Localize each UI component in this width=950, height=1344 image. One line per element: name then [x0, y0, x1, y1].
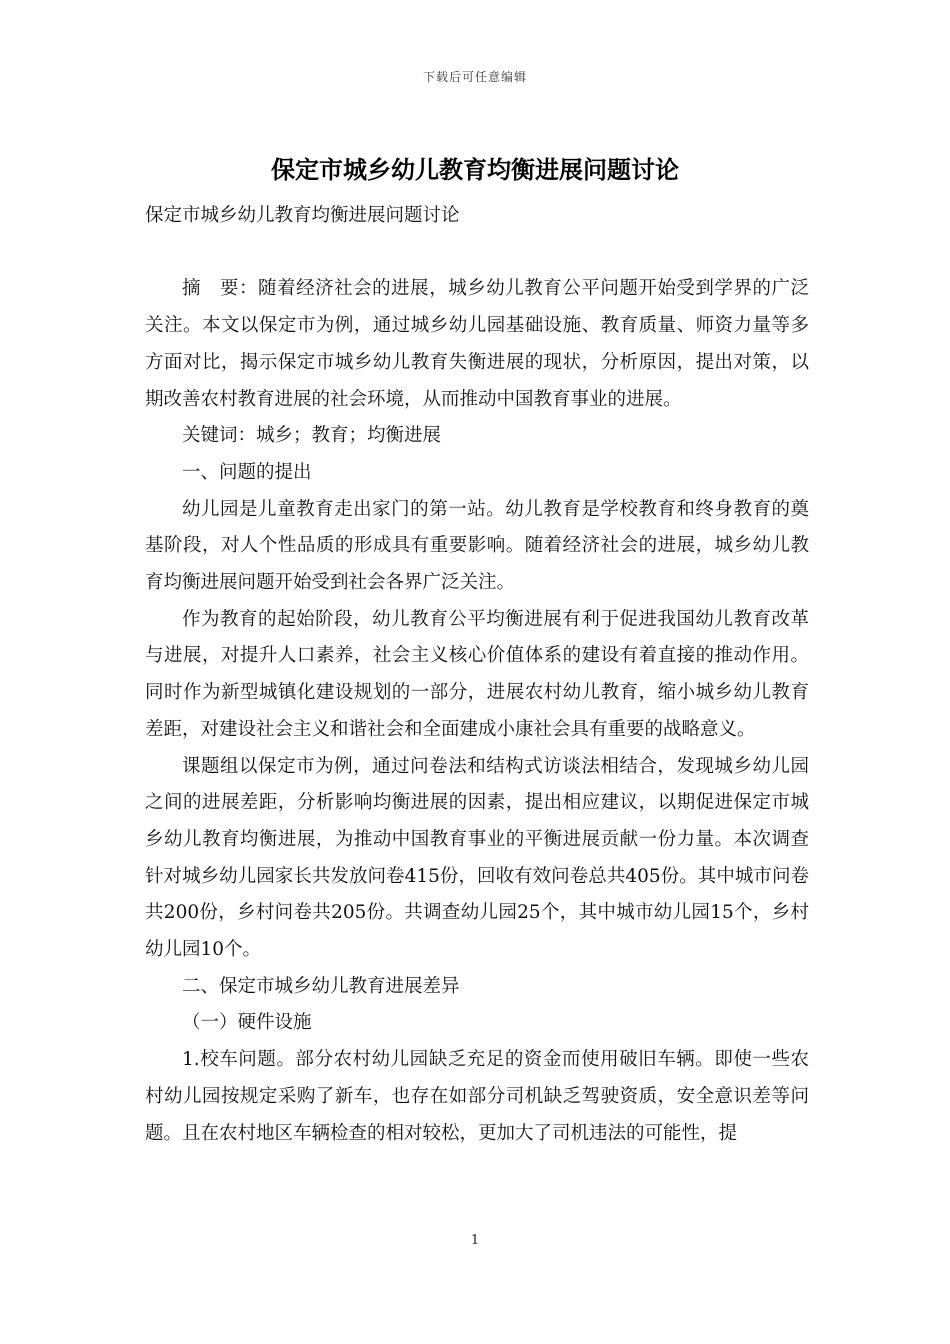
- body-paragraph-2: 作为教育的起始阶段，幼儿教育公平均衡进展有利于促进我国幼儿教育改革与进展，对提升人口素养，社会主义核心价值体系的建设有着直接的推动作用。同时作为新型城镇化建设规划的一部分，进展农村幼儿教育，缩小城乡幼儿教育差距，对建设社会主义和谐社会和全面建成小康社会具有重要的战略意义。: [145, 608, 809, 740]
- subsection-heading-1: （一）硬件设施: [182, 1012, 312, 1034]
- body-paragraph-3: 课题组以保定市为例，通过问卷法和结构式访谈法相结合，发现城乡幼儿园之间的进展差距，分析影响均衡进展的因素，提出相应建议，以期促进保定市城乡幼儿教育均衡进展，为推动中国教育事业的平衡进展贡献一份力量。本次调查针对城乡幼儿园家长共发放问卷415份，回收有效问卷总共405份。其中城市问卷共200份，乡村问卷共205份。共调查幼儿园25个，其中城市幼儿园15个，乡村幼儿园10个。: [145, 755, 809, 961]
- page-number: 1: [470, 1233, 480, 1248]
- abstract-paragraph: 摘 要：随着经济社会的进展，城乡幼儿教育公平问题开始受到学界的广泛关注。本文以保定市为例，通过城乡幼儿园基础设施、教育质量、师资力量等多方面对比，揭示保定市城乡幼儿教育失衡进展的现状，分析原因，提出对策，以期改善农村教育进展的社会环境，从而推动中国教育事业的进展。: [145, 278, 809, 410]
- body-paragraph-1: 幼儿园是儿童教育走出家门的第一站。幼儿教育是学校教育和终身教育的奠基阶段，对人个性品质的形成具有重要影响。随着经济社会的进展，城乡幼儿教育均衡进展问题开始受到社会各界广泛关注。: [145, 498, 809, 594]
- document-title: 保定市城乡幼儿教育均衡进展问题讨论: [271, 155, 679, 184]
- body-paragraph-4: 1.校车问题。部分农村幼儿园缺乏充足的资金而使用破旧车辆。即使一些农村幼儿园按规定采购了新车，也存在如部分司机缺乏驾驶资质，安全意识差等问题。且在农村地区车辆检查的相对较松，更加大了司机违法的可能性，提: [145, 1049, 809, 1144]
- section-heading-2: 二、保定市城乡幼儿教育进展差异: [182, 975, 460, 997]
- section-heading-1: 一、问题的提出: [182, 461, 312, 483]
- header-note: 下载后可任意编辑: [422, 70, 527, 84]
- document-subtitle: 保定市城乡幼儿教育均衡进展问题讨论: [145, 205, 460, 226]
- keywords-line: 关键词：城乡；教育；均衡进展: [182, 425, 442, 447]
- document-body: [145, 198, 809, 1152]
